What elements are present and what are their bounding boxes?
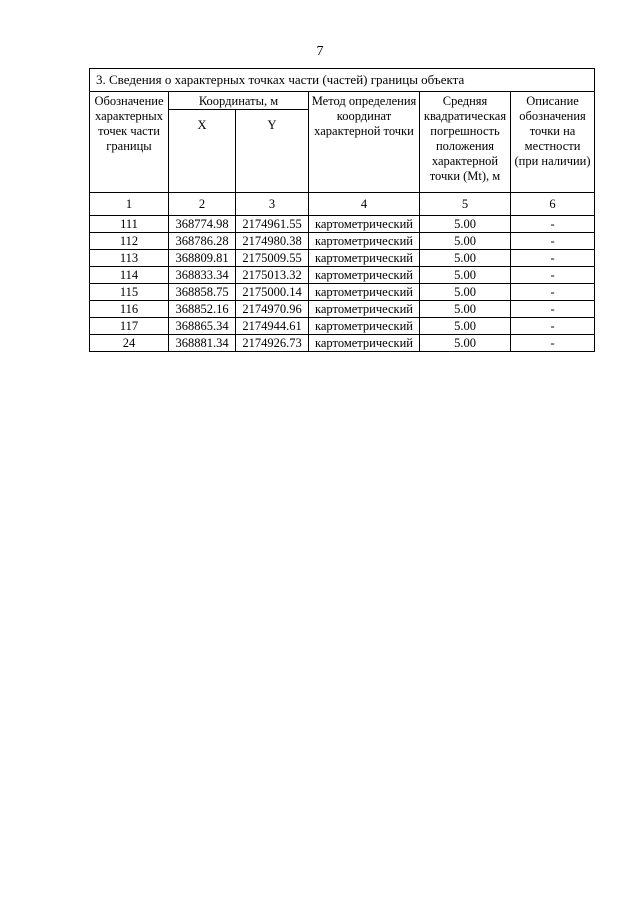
- cell-y: 2174980.38: [236, 233, 309, 250]
- cell-x: 368858.75: [169, 284, 236, 301]
- cell-error: 5.00: [420, 233, 511, 250]
- cell-method: картометрический: [309, 284, 420, 301]
- cell-method: картометрический: [309, 335, 420, 352]
- cell-method: картометрический: [309, 233, 420, 250]
- column-number-row: [90, 193, 595, 216]
- cell-description: -: [511, 216, 595, 233]
- cell-point: 117: [90, 318, 169, 335]
- cell-method: картометрический: [309, 301, 420, 318]
- cell-x: 368774.98: [169, 216, 236, 233]
- column-number: 1: [90, 193, 169, 216]
- table-row: [90, 301, 595, 318]
- header-point-designation: Обозначение характерных точек части границы: [90, 92, 169, 193]
- cell-y: 2174944.61: [236, 318, 309, 335]
- cell-y: 2175013.32: [236, 267, 309, 284]
- table-row: [90, 250, 595, 267]
- cell-x: 368881.34: [169, 335, 236, 352]
- page-number: 7: [316, 44, 324, 59]
- cell-y: 2174926.73: [236, 335, 309, 352]
- cell-description: -: [511, 233, 595, 250]
- cell-error: 5.00: [420, 267, 511, 284]
- cell-point: 111: [90, 216, 169, 233]
- cell-method: картометрический: [309, 216, 420, 233]
- table-row: [90, 284, 595, 301]
- cell-error: 5.00: [420, 318, 511, 335]
- cell-y: 2175009.55: [236, 250, 309, 267]
- table-row: [90, 216, 595, 233]
- cell-point: 114: [90, 267, 169, 284]
- cell-description: -: [511, 318, 595, 335]
- cell-description: -: [511, 250, 595, 267]
- cell-description: -: [511, 267, 595, 284]
- cell-description: -: [511, 335, 595, 352]
- cell-x: 368833.34: [169, 267, 236, 284]
- column-number: 5: [420, 193, 511, 216]
- cell-method: картометрический: [309, 318, 420, 335]
- cell-description: -: [511, 301, 595, 318]
- boundary-points-table: [89, 68, 595, 352]
- cell-x: 368786.28: [169, 233, 236, 250]
- cell-method: картометрический: [309, 250, 420, 267]
- section-title-row: [90, 69, 595, 92]
- cell-x: 368852.16: [169, 301, 236, 318]
- cell-x: 368809.81: [169, 250, 236, 267]
- section-title: 3. Сведения о характерных точках части (частей) границы объекта: [90, 69, 595, 92]
- column-number: 4: [309, 193, 420, 216]
- cell-error: 5.00: [420, 250, 511, 267]
- table-row: [90, 318, 595, 335]
- cell-method: картометрический: [309, 267, 420, 284]
- header-description: Описание обозначения точки на местности (при наличии): [511, 92, 595, 193]
- header-error: Средняя квадратическая погрешность положения характерной точки (Mt), м: [420, 92, 511, 193]
- cell-point: 116: [90, 301, 169, 318]
- header-row: [90, 92, 595, 110]
- header-y: Y: [236, 110, 309, 193]
- table-row: [90, 233, 595, 250]
- cell-error: 5.00: [420, 284, 511, 301]
- cell-point: 113: [90, 250, 169, 267]
- cell-point: 112: [90, 233, 169, 250]
- cell-y: 2174961.55: [236, 216, 309, 233]
- header-x: X: [169, 110, 236, 193]
- table-row: [90, 267, 595, 284]
- cell-error: 5.00: [420, 301, 511, 318]
- column-number: 3: [236, 193, 309, 216]
- cell-error: 5.00: [420, 335, 511, 352]
- table-row: [90, 335, 595, 352]
- column-number: 6: [511, 193, 595, 216]
- header-method: Метод определения координат характерной точки: [309, 92, 420, 193]
- cell-description: -: [511, 284, 595, 301]
- cell-error: 5.00: [420, 216, 511, 233]
- cell-point: 24: [90, 335, 169, 352]
- cell-y: 2175000.14: [236, 284, 309, 301]
- header-coordinates: Координаты, м: [169, 92, 309, 110]
- column-number: 2: [169, 193, 236, 216]
- cell-x: 368865.34: [169, 318, 236, 335]
- cell-point: 115: [90, 284, 169, 301]
- cell-y: 2174970.96: [236, 301, 309, 318]
